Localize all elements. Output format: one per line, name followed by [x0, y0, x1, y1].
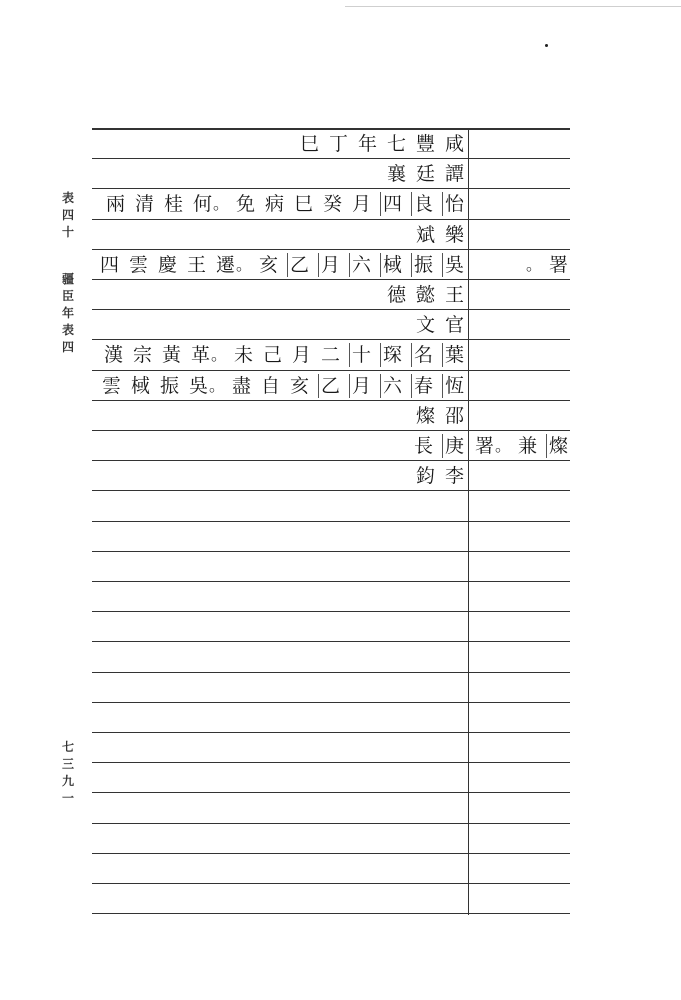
table-char: 月 — [351, 193, 371, 215]
table-char: 斌 — [415, 224, 435, 246]
table-rule — [92, 702, 570, 703]
table-rule — [92, 913, 570, 914]
table-rule — [92, 521, 570, 522]
margin-char: 三 — [61, 757, 74, 771]
table-char: 廷 — [415, 163, 435, 185]
table-row-text — [407, 310, 465, 340]
table-rule — [92, 309, 570, 310]
table-char: 。 — [211, 345, 228, 364]
table-row-text — [378, 159, 465, 189]
table-row-text — [405, 431, 465, 461]
table-char: 振 — [159, 375, 179, 397]
table-char: 恆 — [442, 374, 465, 398]
table-char: 吳 — [188, 375, 208, 397]
table-char: 棫 — [380, 253, 403, 277]
table-row-note — [466, 431, 569, 461]
table-char: 巳 — [299, 133, 319, 155]
table-rule — [92, 853, 570, 854]
table-char: 月 — [318, 253, 341, 277]
table-char: 兼 — [517, 435, 537, 457]
table-char: 長 — [413, 435, 433, 457]
table-char: 遷 — [215, 254, 235, 276]
table-char: 鈞 — [415, 465, 435, 487]
table-char: 德 — [386, 284, 406, 306]
table-row-text — [407, 461, 465, 491]
table-char: 文 — [415, 314, 435, 336]
table-row-text — [407, 401, 465, 431]
table-char: 亥 — [289, 375, 309, 397]
table-char: 何 — [192, 193, 212, 215]
table-char: 葉 — [442, 343, 465, 367]
table-char: 署 — [474, 435, 494, 457]
table-char: 兩 — [105, 193, 125, 215]
table-char: 月 — [349, 374, 372, 398]
table-char: 自 — [260, 375, 280, 397]
ink-speck — [545, 44, 548, 47]
table-char: 六 — [349, 253, 372, 277]
margin-char: 年 — [61, 306, 74, 320]
margin-char: 七 — [61, 740, 74, 754]
table-char: 。 — [526, 255, 543, 274]
page-number — [58, 739, 78, 807]
table-char: 清 — [134, 193, 154, 215]
table-char: 官 — [444, 314, 464, 336]
table-char: 黃 — [161, 344, 181, 366]
table-char: 己 — [262, 344, 282, 366]
table-rule — [92, 883, 570, 884]
table-char: 樂 — [444, 224, 464, 246]
margin-char: 表 — [61, 191, 74, 205]
margin-char: 一 — [61, 791, 74, 805]
table-char: 吳 — [442, 253, 465, 277]
table-char: 十 — [349, 343, 372, 367]
table-char: 桂 — [163, 193, 183, 215]
table-char: 。 — [495, 436, 512, 455]
table-char: 雲 — [101, 375, 121, 397]
table-char: 庚 — [442, 434, 465, 458]
table-row-text — [93, 371, 465, 401]
table-char: 懿 — [415, 284, 435, 306]
table-char: 譚 — [444, 163, 464, 185]
table-char: 春 — [411, 374, 434, 398]
table-char: 琛 — [380, 343, 403, 367]
column-divider — [468, 128, 469, 915]
table-row-text — [91, 250, 465, 280]
table-char: 漢 — [103, 344, 123, 366]
table-row-text — [407, 220, 465, 250]
margin-char: 臣 — [61, 289, 74, 303]
margin-char: 四 — [61, 208, 74, 222]
table-char: 年 — [357, 133, 377, 155]
table-rule — [92, 551, 570, 552]
table-char: 。 — [209, 376, 226, 395]
table-rule — [92, 641, 570, 642]
margin-label-upper — [58, 190, 78, 241]
margin-char: 十 — [61, 225, 74, 239]
page-top-edge — [345, 0, 681, 7]
table-char: 二 — [320, 344, 340, 366]
table-char: 。 — [213, 194, 230, 213]
table-char: 四 — [99, 254, 119, 276]
table-char: 月 — [291, 344, 311, 366]
table-char: 良 — [411, 192, 434, 216]
table-char: 癸 — [322, 193, 342, 215]
table-char: 丁 — [328, 133, 348, 155]
table-char: 李 — [444, 465, 464, 487]
table-char: 亥 — [258, 254, 278, 276]
table-char: 邵 — [444, 405, 464, 427]
table-rule — [92, 581, 570, 582]
table-char: 乙 — [318, 374, 341, 398]
table-char: 豐 — [415, 133, 435, 155]
table-char: 振 — [411, 253, 434, 277]
table-rule — [92, 762, 570, 763]
table-char: 燦 — [546, 434, 569, 458]
table-char: 燦 — [415, 405, 435, 427]
table-char: 免 — [235, 193, 255, 215]
table-char: 棫 — [130, 375, 150, 397]
table-char: 名 — [411, 343, 434, 367]
table-rule — [92, 823, 570, 824]
table-char: 六 — [380, 374, 403, 398]
table-char: 慶 — [157, 254, 177, 276]
table-char: 巳 — [293, 193, 313, 215]
table-rule — [92, 219, 570, 220]
table-char: 咸 — [444, 133, 464, 155]
table-char: 怡 — [442, 192, 465, 216]
table-char: 。 — [236, 255, 253, 274]
margin-char: 九 — [61, 774, 74, 788]
table-char: 病 — [264, 193, 284, 215]
table-char: 襄 — [386, 163, 406, 185]
table-row-text — [97, 189, 465, 219]
table-row-text — [95, 340, 465, 370]
table-row-text — [378, 280, 465, 310]
table-rule — [92, 490, 570, 491]
table-char: 未 — [233, 344, 253, 366]
table-rule — [92, 732, 570, 733]
margin-label-lower — [58, 271, 78, 356]
table-char: 盡 — [231, 375, 251, 397]
table-char: 四 — [380, 192, 403, 216]
table-char: 乙 — [287, 253, 310, 277]
margin-char: 表 — [61, 323, 74, 337]
table-char: 革 — [190, 344, 210, 366]
table-char: 王 — [186, 254, 206, 276]
table-char: 宗 — [132, 344, 152, 366]
table-char: 署 — [548, 254, 568, 276]
margin-char: 疆 — [61, 272, 74, 286]
table-char: 雲 — [128, 254, 148, 276]
table-char: 七 — [386, 133, 406, 155]
table-rule — [92, 611, 570, 612]
table-row-note — [526, 250, 569, 280]
table-char: 王 — [444, 284, 464, 306]
table-row-text — [291, 129, 465, 159]
margin-char: 四 — [61, 340, 74, 354]
table-rule — [92, 792, 570, 793]
table-rule — [92, 672, 570, 673]
